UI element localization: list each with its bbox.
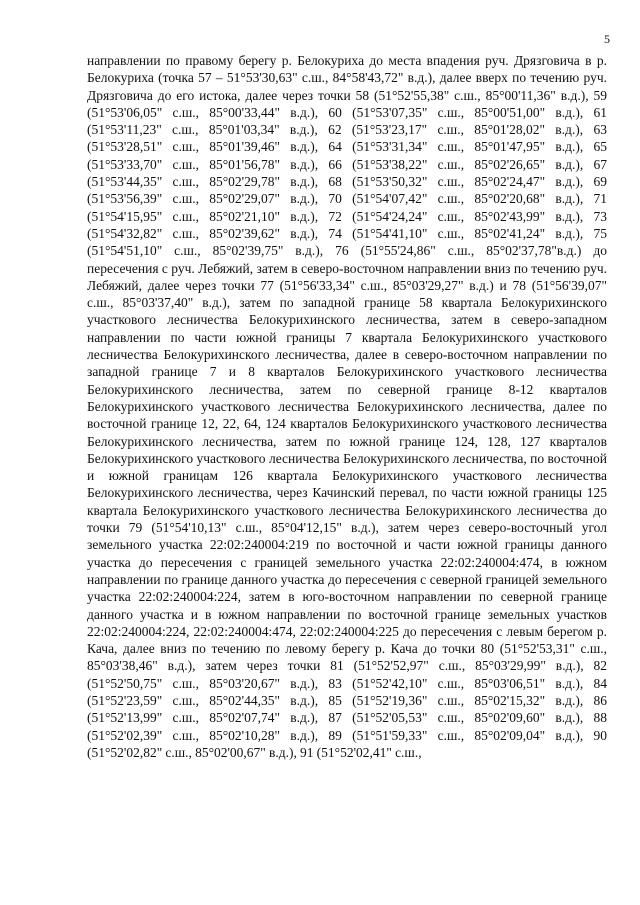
body-paragraph: направлении по правому берегу р. Белокуриха до места впадения руч. Дрязговича в р. Белокуриха (точка 57 – 51°53'30,63" с.ш., 84°58'43,72" в.д.), далее вверх по течению руч. Дрязговича до его истока, далее через точки 58 (51°52'55,38" с.ш., 85°00'11,36" в.д.), 59 (51°53'06,05" с.ш., 85°00'33,44" в.д.), 60 (51°53'07,35" с.ш., 85°00'51,00" в.д.), 61 (51°53'11,23" с.ш., 85°01'03,34" в.д.), 62 (51°53'23,17" с.ш., 85°01'28,02" в.д.), 63 (51°53'28,51" с.ш., 85°01'39,46" в.д.), 64 (51°53'31,34" с.ш., 85°01'47,95" в.д.), 65 (51°53'33,70" с.ш., 85°01'56,78" в.д.), 66 (51°53'38,22" с.ш., 85°02'26,65" в.д.), 67 (51°53'44,35" с.ш., 85°02'29,78" в.д.), 68 (51°53'50,32" с.ш., 85°02'24,47" в.д.), 69 (51°53'56,39" с.ш., 85°02'29,07" в.д.), 70 (51°54'07,42" с.ш., 85°02'20,68" в.д.), 71 (51°54'15,95" с.ш., 85°02'21,10" в.д.), 72 (51°54'24,24" с.ш., 85°02'43,99" в.д.), 73 (51°54'32,82" с.ш., 85°02'39,62" в.д.), 74 (51°54'41,10" с.ш., 85°02'41,24" в.д.), 75 (51°54'51,10" с.ш., 85°02'39,75" в.д.), 76 (51°55'24,86" с.ш., 85°02'37,78"в.д.) до пересечения с руч. Лебяжий, затем в северо-восточном направлении вниз по течению руч. Лебяжий, далее через точки 77 (51°56'33,34" с.ш., 85°03'29,27" в.д.) и 78 (51°56'39,07" с.ш., 85°03'37,40" в.д.), затем по западной границе 58 квартала Белокурихинского участкового лесничества Белокурихинского лесничества, затем в северо-западном направлении по части южной границы 7 квартала Белокурихинского участкового лесничества Белокурихинского лесничества, далее в северо-восточном направлении по западной границе 7 и 8 кварталов Белокурихинского участкового лесничества Белокурихинского лесничества, затем по северной границе 8-12 кварталов Белокурихинского участкового лесничества Белокурихинского лесничества, далее по восточной границе 12, 22, 64, 124 кварталов Белокурихинского участкового лесничества Белокурихинского лесничества, затем по южной границе 124, 128, 127 кварталов Белокурихинского участкового лесничества Белокурихинского лесничества, по восточной и южной границам 126 квартала Белокурихинского участкового лесничества Белокурихинского лесничества, через Качинский перевал, по части южной границы 125 квартала Белокурихинского участкового лесничества Белокурихинского лесничества до точки 79 (51°54'10,13" с.ш., 85°04'12,15" в.д.), затем через северо-восточный угол земельного участка 22:02:240004:219 по восточной и части южной границы данного участка до пересечения с границей земельного участка 22:02:240004:474, в южном направлении по границе данного участка до пересечения с северной границей земельного участка 22:02:240004:224, затем в юго-восточном направлении по северной границе данного участка и в южном направлении по восточной границе земельных участков 22:02:240004:224, 22:02:240004:474, 22:02:240004:225 до пересечения с левым берегом р. Кача, далее вниз по течению по левому берегу р. Кача до точки 80 (51°52'53,31" с.ш., 85°03'38,46" в.д.), затем через точки 81 (51°52'52,97" с.ш., 85°03'29,99" в.д.), 82 (51°52'50,75" с.ш., 85°03'20,67" в.д.), 83 (51°52'42,10" с.ш., 85°03'06,51" в.д.), 84 (51°52'23,59" с.ш., 85°02'44,35" в.д.), 85 (51°52'19,36" с.ш., 85°02'15,32" в.д.), 86 (51°52'13,99" с.ш., 85°02'07,74" в.д.), 87 (51°52'05,53" с.ш., 85°02'09,60" в.д.), 88 (51°52'02,39" с.ш., 85°02'10,28" в.д.), 89 (51°51'59,33" с.ш., 85°02'09,04" в.д.), 90 (51°52'02,82" с.ш., 85°02'00,67" в.д.), 91 (51°52'02,41" с.ш., [87,53,607,760]
page-number: 5 [604,32,610,46]
